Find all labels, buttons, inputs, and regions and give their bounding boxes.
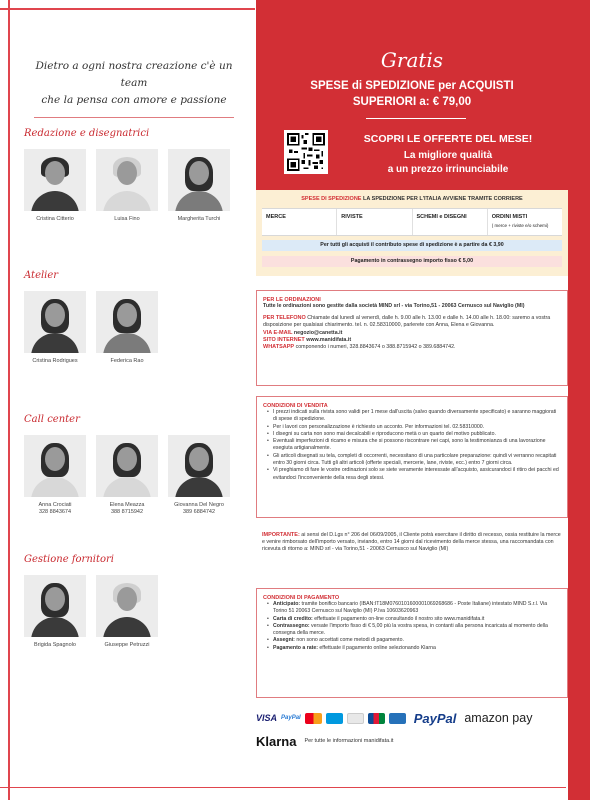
cod-fixed-fee: Pagamento in contrassegno importo fisso € 5,00 xyxy=(262,256,562,267)
person-phone: 328 8843674 xyxy=(38,509,72,515)
shipping-promo-line-1: SPESE di SPEDIZIONE per ACQUISTI xyxy=(310,80,514,92)
section-atelier xyxy=(24,270,250,365)
payment-logos xyxy=(256,708,568,728)
qr-code-icon[interactable] xyxy=(284,130,328,174)
shipping-promo-line-2: SUPERIORI a: € 79,00 xyxy=(352,96,472,108)
section-title: Atelier xyxy=(24,270,59,281)
payment-item: • Assegni: non sono accettati come metodi di pagamento. xyxy=(267,637,561,644)
team-member xyxy=(96,575,158,649)
condition-item: • Gli articoli disegnati su tela, completi di occorrenti, necessitano di una particolare preparazione: quindi vi verranno recapitati entro 30 giorni circa. Tutti gli altri articoli (offerte speciali, merceri​e, lane, riviste, ecc.) entro 7 giorni circa. xyxy=(267,453,561,468)
team-member xyxy=(96,149,158,223)
section-callcenter xyxy=(24,414,250,516)
shipping-costs-box xyxy=(256,190,568,276)
person-name: Brigida Spagnolo xyxy=(34,642,76,648)
website-info: SITO INTERNET www.manidifata.it xyxy=(263,336,352,343)
tagline-line-1: Dietro a ogni nostra creazione c'è un team xyxy=(35,60,233,89)
person-photo xyxy=(168,149,230,211)
amex-icon xyxy=(389,713,406,724)
team-column xyxy=(18,40,250,118)
right-edge-strip xyxy=(568,0,590,800)
person-name: Giovanna Del Negro xyxy=(174,502,224,508)
person-name: Luisa Fino xyxy=(114,216,140,222)
page-border-bottom xyxy=(0,787,590,788)
sale-conditions-box xyxy=(256,396,568,518)
shipping-contribution: Per tutti gli acquisti il contributo spese di spedizione è a partire da € 3,90 xyxy=(262,240,562,251)
payment-item: • Anticipato: tramite bonifico bancario (IBAN:IT18M0760101600001069268686 - Poste Italiane) intestato MIND S.r.l. Via Torino 51 20063 Cernusco sul Naviglio (MI) P.Iva 10603620963 xyxy=(267,601,561,616)
person-photo xyxy=(24,149,86,211)
shipping-col-misti: ORDINI MISTI ( merce + riviste e/o schemi) xyxy=(491,214,549,228)
paypal-logo-icon: PayPal xyxy=(413,710,457,726)
website-link[interactable]: www.manidifata.it xyxy=(306,336,352,343)
person-photo xyxy=(96,435,158,497)
team-member xyxy=(24,435,86,516)
tagline-underline xyxy=(34,117,234,118)
shipping-col-schemi: SCHEMI e DISEGNI xyxy=(413,209,488,235)
person-phone: 389 6884742 xyxy=(182,509,216,515)
condition-item: • I prezzi indicati sulla rivista sono validi per 1 mese dall'uscita (salvo quando diversamente specificato) e saranno maggiorati di spese di spedizione. xyxy=(267,409,561,424)
team-member xyxy=(24,291,86,365)
conditions-list xyxy=(263,409,561,482)
shipping-col-riviste: RIVISTE xyxy=(337,209,412,235)
person-photo xyxy=(24,575,86,637)
payment-item: • Pagamento a rate: effettuate il pagamento online selezionando Klarna xyxy=(267,645,561,652)
team-member xyxy=(96,291,158,365)
condition-item: • I disegni su carta non sono mai decalcabili e riproducono metà o un quarto del motivo pubblicato. xyxy=(267,431,561,438)
section-title: Call center xyxy=(24,414,80,425)
person-name: Cristina Citterio xyxy=(36,216,74,222)
person-photo xyxy=(96,575,158,637)
klarna-logo-icon: Klarna xyxy=(256,733,297,749)
orders-text: Tutte le ordinazioni sono gestite dalla società MIND srl - via Torino,51 - 20063 Cernusco sul Naviglio (MI) xyxy=(263,303,525,309)
payment-item: • Carta di credito: effettuate il pagamento on-line consultando il nostro sito www.manidifata.it xyxy=(267,616,561,623)
mastercard-icon xyxy=(305,713,322,724)
person-name: Giuseppe Petruzzi xyxy=(104,642,150,648)
orders-box xyxy=(256,290,568,386)
person-photo xyxy=(168,435,230,497)
offers-subline-2: a un prezzo irrinunciabile xyxy=(387,164,509,175)
team-member xyxy=(24,575,86,649)
gratis-title: Gratis xyxy=(380,48,444,72)
person-phone: 388 8715942 xyxy=(110,509,144,515)
condition-item: • Vi preghiamo di fare le vostre ordinazioni solo se siete veramente interessate all'acquisto, assicurandoci il ritiro dei pacchi ed evitandoci l'inconveniente della resa degli stessi. xyxy=(267,467,561,482)
team-member xyxy=(96,435,158,516)
team-tagline xyxy=(18,40,250,109)
email-link[interactable]: negozio@canetta.it xyxy=(293,329,343,336)
person-name: Margherita Turchi xyxy=(177,216,221,222)
important-label: IMPORTANTE: xyxy=(262,532,300,538)
team-member xyxy=(168,435,230,516)
payment-list xyxy=(263,601,561,652)
section-redazione xyxy=(24,128,250,223)
conditions-label: CONDIZIONI DI VENDITA xyxy=(263,403,328,409)
paypal-small-logo-icon: PayPal xyxy=(281,715,301,721)
section-title: Redazione e disegnatrici xyxy=(24,128,150,139)
klarna-row xyxy=(256,732,568,750)
offers-heading: SCOPRI LE OFFERTE DEL MESE! xyxy=(363,133,533,145)
withdrawal-notice xyxy=(256,526,568,580)
payment-label: CONDIZIONI DI PAGAMENTO xyxy=(263,595,340,601)
amazon-pay-logo-icon: amazon pay xyxy=(464,711,533,725)
promo-banner xyxy=(256,0,568,190)
shipping-heading: SPESE DI SPEDIZIONE LA SPEDIZIONE PER L'ITALIA AVVIENE TRAMITE CORRIERE xyxy=(301,196,523,202)
orders-label: PER LE ORDINAZIONI xyxy=(263,297,321,303)
maestro-icon xyxy=(326,713,343,724)
person-photo xyxy=(96,291,158,353)
person-name: Federica Rao xyxy=(110,358,144,364)
shipping-col-merce: MERCE xyxy=(262,209,337,235)
email-info: VIA E-MAIL negozio@canetta.it xyxy=(263,329,343,336)
info-note: Per tutte le informazioni manidifata.it xyxy=(304,738,394,744)
condition-item: • Eventuali imperfezioni di ricamo e misura che si possono riscontrare nei capi, sono la testimonianza di una lavorazione esegiuta artigianalmente. xyxy=(267,438,561,453)
phone-info: PER TELEFONO Chiamate dal lunedì al venerdì, dalle h. 9.00 alle h. 13.00 e dalle h. 14.00 alle h. 18.00: saremo a vostra disposizione per qualsiasi chiarimento. tel. n. 02.58310000, parlerete con Anna, Elena e Giovanna. xyxy=(263,315,551,329)
page-border-left xyxy=(8,0,10,800)
jcb-icon xyxy=(368,713,385,724)
section-fornitori xyxy=(24,554,250,649)
person-photo xyxy=(24,435,86,497)
shipping-table xyxy=(262,208,562,236)
tagline-line-2: che la pensa con amore e passione xyxy=(41,94,227,106)
condition-item: • Per i lavori con personalizzazione è richiesto un acconto. Per informazioni tel. 02.58310000. xyxy=(267,424,561,431)
visa-logo-icon: VISA xyxy=(256,713,278,723)
important-text: ai sensi del D.Lgs n° 206 del 06/09/2005, il Cliente potrà esercitare il diritto di recesso, ossia restituire la merce e venire rimborsato dell'importo versato, inviando, entro 14 giorni dal ricevimento della merce stessa, una raccomandata con ricevuta di ritorno a: MIND srl - via Torino,51 - 20063 Cernusco sul Naviglio (MI) xyxy=(262,532,561,553)
payment-item: • Contrassegno: versate l'importo fisso di € 5,00 più la vostra spesa, in contanti alla persona incaricata al momento della consegna della merce. xyxy=(267,623,561,638)
person-photo xyxy=(96,149,158,211)
person-photo xyxy=(24,291,86,353)
circuit-card-icon xyxy=(347,713,364,724)
team-member xyxy=(24,149,86,223)
whatsapp-info: WHATSAPP componendo i numeri, 328.8843674 o 388.8715942 o 389.6884742. xyxy=(263,344,456,351)
payment-conditions-box xyxy=(256,588,568,698)
person-name: Elena Meazza xyxy=(109,502,145,508)
page-border-top xyxy=(0,8,255,10)
section-title: Gestione fornitori xyxy=(24,554,114,565)
team-member xyxy=(168,149,230,223)
offers-subline-1: La migliore qualità xyxy=(403,150,493,161)
promo-underline xyxy=(366,118,466,119)
person-name: Cristina Rodrigues xyxy=(32,358,78,364)
person-name: Anna Crociati xyxy=(38,502,72,508)
